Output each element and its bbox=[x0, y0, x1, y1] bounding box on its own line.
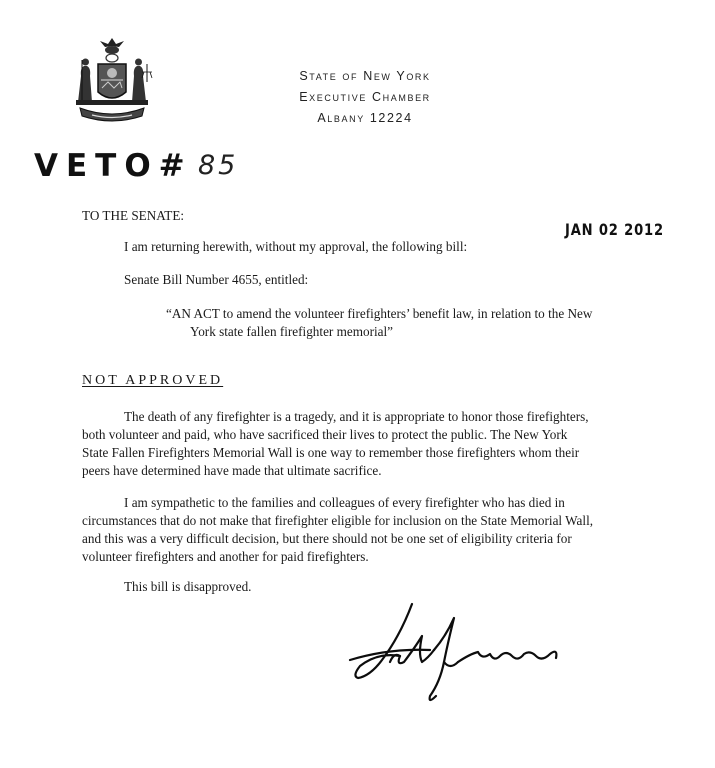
paragraph-sympathy bbox=[82, 494, 682, 566]
paragraph-line: peers have determined have made that ultimate sacrifice. bbox=[82, 463, 382, 478]
bill-title-line: York state fallen firefighter memorial” bbox=[190, 324, 393, 339]
letterhead bbox=[250, 66, 480, 129]
returning-statement: I am returning herewith, without my approval, the following bill: bbox=[124, 239, 468, 254]
veto-number: 85 bbox=[198, 150, 239, 181]
paragraph-line: both volunteer and paid, who have sacrificed their lives to protect the public. The New York bbox=[82, 427, 568, 442]
paragraph-line: The death of any firefighter is a tragedy, and it is appropriate to honor those firefighters, bbox=[124, 409, 589, 424]
state-seal-icon bbox=[62, 36, 162, 126]
letterhead-chamber: Executive Chamber bbox=[299, 90, 431, 104]
paragraph-line: volunteer firefighters and another for paid firefighters. bbox=[82, 549, 369, 564]
status-heading: NOT APPROVED bbox=[82, 373, 224, 388]
bill-number: Senate Bill Number 4655, entitled: bbox=[124, 272, 309, 287]
bill-title bbox=[166, 305, 686, 341]
paragraph-line: and this was a very difficult decision, but there should not be one set of eligibility criteria for bbox=[82, 531, 572, 546]
paragraph-line: State Fallen Firefighters Memorial Wall is one way to remember those firefighters whom their bbox=[82, 445, 580, 460]
addressee: TO THE SENATE: bbox=[82, 208, 185, 223]
paragraph-line: I am sympathetic to the families and colleagues of every firefighter who has died in bbox=[124, 495, 565, 510]
date-stamp: JAN 02 2012 bbox=[565, 220, 664, 239]
bill-title-line: “AN ACT to amend the volunteer firefighters’ benefit law, in relation to the New bbox=[166, 306, 593, 321]
letterhead-state: State of New York bbox=[299, 69, 431, 83]
letterhead-city: Albany 12224 bbox=[317, 111, 413, 125]
closing-statement: This bill is disapproved. bbox=[124, 579, 252, 594]
paragraph-line: circumstances that do not make that firefighter eligible for inclusion on the State Memorial Wall, bbox=[82, 513, 594, 528]
governor-signature bbox=[330, 596, 570, 706]
veto-label: VETO# bbox=[34, 148, 193, 184]
paragraph-tragedy bbox=[82, 408, 682, 480]
